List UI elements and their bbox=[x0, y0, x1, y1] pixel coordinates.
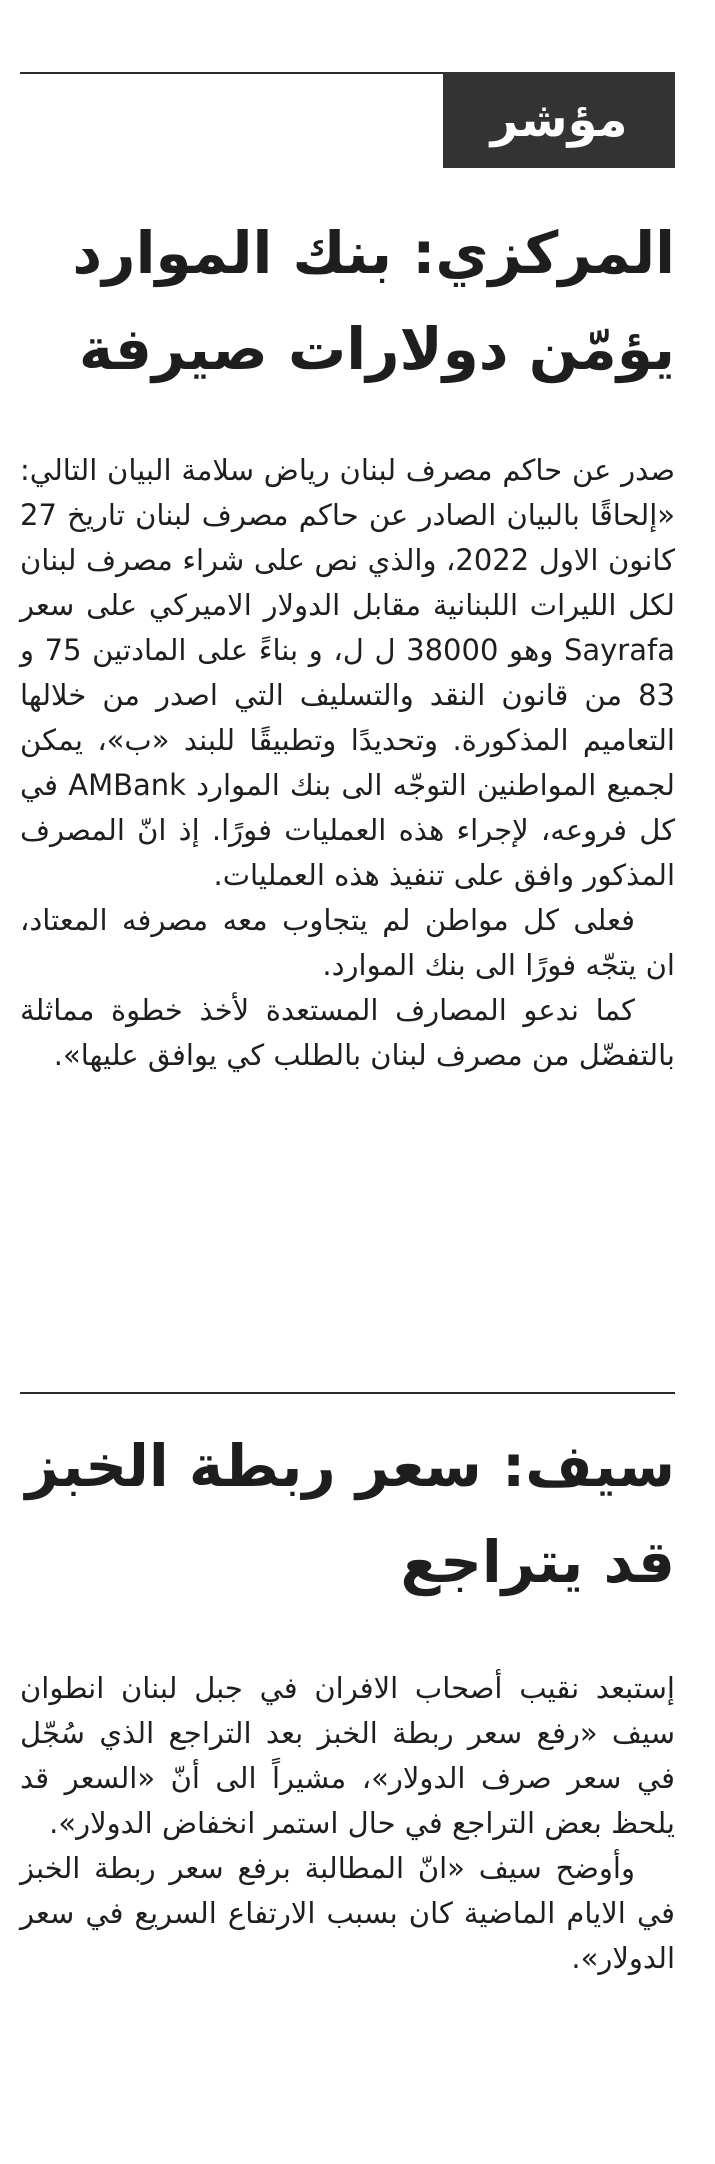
article-1-body bbox=[20, 448, 675, 1078]
article-1-paragraph-2: فعلى كل مواطن لم يتجاوب معه مصرفه المعتاد، ان يتجّه فورًا الى بنك الموارد. bbox=[20, 903, 675, 982]
article-2-headline-line-2: قد يتراجع bbox=[400, 1528, 675, 1596]
section-tag: مؤشر bbox=[443, 72, 675, 168]
article-divider bbox=[20, 1392, 675, 1394]
article-2-headline-line-1: سيف: سعر ربطة الخبز bbox=[25, 1432, 675, 1500]
article-1-paragraph-3: كما ندعو المصارف المستعدة لأخذ خطوة مماثلة بالتفضّل من مصرف لبنان بالطلب كي يوافق عليها». bbox=[20, 993, 675, 1072]
article-2-headline bbox=[20, 1418, 675, 1610]
article-2-body bbox=[20, 1666, 675, 1981]
article-2-paragraph-1: إستبعد نقيب أصحاب الافران في جبل لبنان انطوان سيف «رفع سعر ربطة الخبز بعد التراجع الذي سُجّل في سعر صرف الدولار»، مشيراً الى أنّ «السعر قد يلحظ بعض التراجع في حال استمر انخفاض الدولار». bbox=[20, 1671, 675, 1840]
article-1-headline bbox=[20, 205, 675, 397]
article-1-headline-line-2: يؤمّن دولارات صيرفة bbox=[78, 315, 675, 383]
article-1-paragraph-1: صدر عن حاكم مصرف لبنان رياض سلامة البيان التالي: «إلحاقًا بالبيان الصادر عن حاكم مصرف لبنان تاريخ 27 كانون الاول 2022، والذي نص على شراء مصرف لبنان لكل الليرات اللبنانية مقابل الدولار الاميركي على سعر Sayrafa وهو 38000 ل ل، و بناءً على المادتين 75 و 83 من قانون النقد والتسليف التي اصدر من خلالها التعاميم المذكورة. وتحديدًا وتطبيقًا للبند «ب»، يمكن لجميع المواطنين التوجّه الى بنك الموارد AMBank في كل فروعه، لإجراء هذه العمليات فورًا. إذ انّ المصرف المذكور وافق على تنفيذ هذه العمليات. bbox=[20, 453, 675, 892]
article-2-paragraph-2: وأوضح سيف «انّ المطالبة برفع سعر ربطة الخبز في الايام الماضية كان بسبب الارتفاع السريع في سعر الدولار». bbox=[20, 1851, 675, 1975]
article-1-headline-line-1: المركزي: بنك الموارد bbox=[72, 219, 675, 287]
